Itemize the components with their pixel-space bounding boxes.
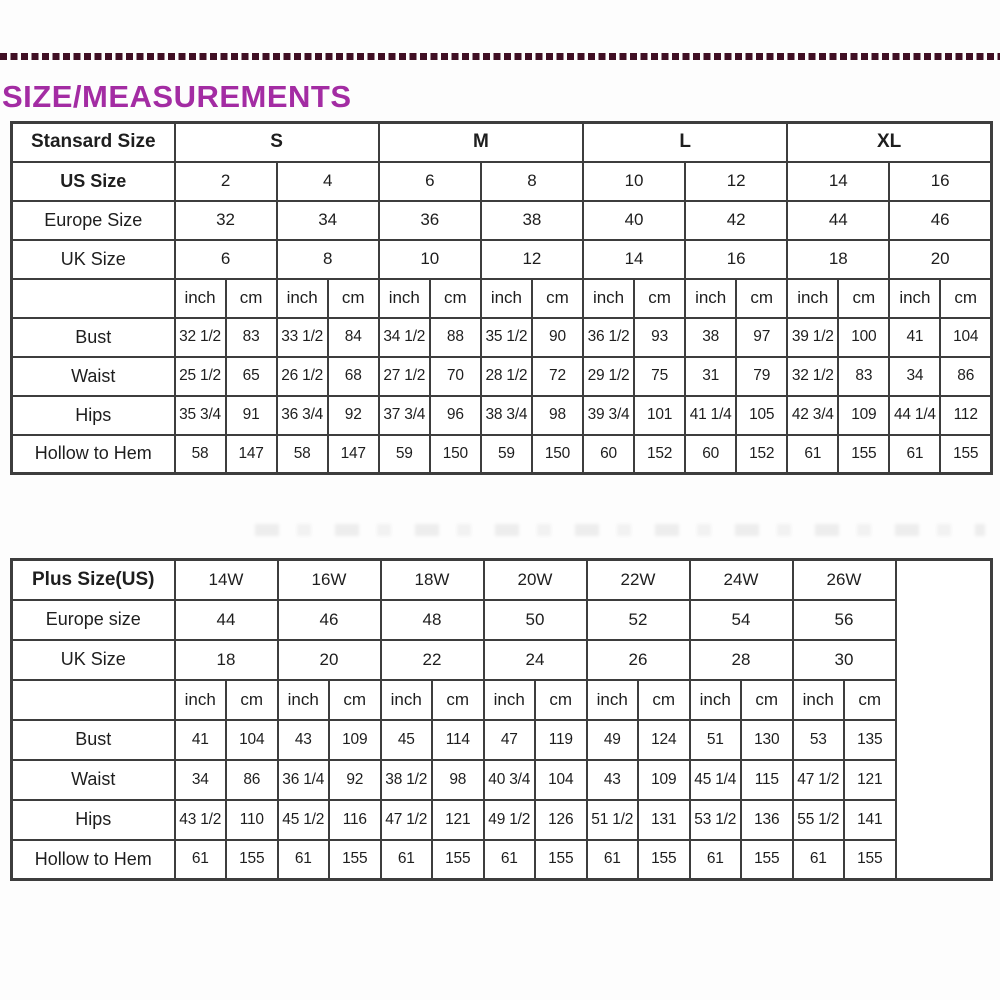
size-value-cell: 42 — [685, 201, 787, 240]
size-value-cell: 46 — [278, 600, 381, 640]
unit-header-cm: cm — [844, 680, 896, 720]
size-value-cell: 16 — [889, 162, 991, 201]
size-group-header: M — [379, 123, 583, 162]
measurement-cell: 121 — [844, 760, 896, 800]
row-label: Waist — [12, 357, 175, 396]
measurement-cell: 98 — [532, 396, 583, 435]
table-row — [12, 123, 992, 162]
table-row — [12, 600, 992, 640]
measurement-cell: 152 — [736, 435, 787, 474]
measurement-cell: 104 — [940, 318, 991, 357]
row-label: Europe Size — [12, 201, 175, 240]
measurement-cell: 58 — [277, 435, 328, 474]
measurement-cell: 91 — [226, 396, 277, 435]
measurement-cell: 155 — [638, 840, 690, 880]
measurement-cell: 35 1/2 — [481, 318, 532, 357]
size-value-cell: 14 — [583, 240, 685, 279]
measurement-cell: 109 — [838, 396, 889, 435]
measurement-cell: 105 — [736, 396, 787, 435]
measurement-cell: 97 — [736, 318, 787, 357]
size-value-cell: 34 — [277, 201, 379, 240]
measurement-cell: 86 — [226, 760, 278, 800]
unit-header-inch: inch — [690, 680, 742, 720]
plus-size-table — [10, 558, 993, 881]
measurement-cell: 32 1/2 — [175, 318, 226, 357]
measurement-cell: 101 — [634, 396, 685, 435]
measurement-cell: 61 — [587, 840, 639, 880]
measurement-cell: 38 1/2 — [381, 760, 433, 800]
size-value-cell: 18 — [175, 640, 278, 680]
measurement-cell: 33 1/2 — [277, 318, 328, 357]
measurement-cell: 83 — [226, 318, 277, 357]
measurement-cell: 155 — [226, 840, 278, 880]
unit-header-cm: cm — [226, 680, 278, 720]
size-value-cell: 10 — [583, 162, 685, 201]
row-label: Hollow to Hem — [12, 840, 175, 880]
row-label: Europe size — [12, 600, 175, 640]
measurement-cell: 110 — [226, 800, 278, 840]
measurement-cell: 126 — [535, 800, 587, 840]
measurement-cell: 59 — [481, 435, 532, 474]
measurement-cell: 25 1/2 — [175, 357, 226, 396]
plus-size-header: 24W — [690, 560, 793, 600]
measurement-cell: 38 3/4 — [481, 396, 532, 435]
measurement-cell: 100 — [838, 318, 889, 357]
measurement-cell: 61 — [175, 840, 227, 880]
size-value-cell: 36 — [379, 201, 481, 240]
measurement-cell: 45 1/2 — [278, 800, 330, 840]
table-row — [12, 318, 992, 357]
measurement-cell: 75 — [634, 357, 685, 396]
size-value-cell: 20 — [889, 240, 991, 279]
unit-header-cm: cm — [226, 279, 277, 318]
measurement-cell: 155 — [432, 840, 484, 880]
unit-header-inch: inch — [685, 279, 736, 318]
measurement-cell: 61 — [889, 435, 940, 474]
table-row — [12, 720, 992, 760]
measurement-cell: 53 1/2 — [690, 800, 742, 840]
size-value-cell: 26 — [587, 640, 690, 680]
measurement-cell: 86 — [940, 357, 991, 396]
page-title: SIZE/MEASUREMENTS — [2, 79, 352, 114]
row-label: Bust — [12, 720, 175, 760]
measurement-cell: 26 1/2 — [277, 357, 328, 396]
measurement-cell: 90 — [532, 318, 583, 357]
measurement-cell: 47 1/2 — [793, 760, 845, 800]
size-value-cell: 6 — [379, 162, 481, 201]
measurement-cell: 45 — [381, 720, 433, 760]
unit-header-inch: inch — [481, 279, 532, 318]
size-value-cell: 48 — [381, 600, 484, 640]
size-value-cell: 8 — [277, 240, 379, 279]
measurement-cell: 79 — [736, 357, 787, 396]
measurement-cell: 116 — [329, 800, 381, 840]
measurement-cell: 42 3/4 — [787, 396, 838, 435]
measurement-cell: 51 1/2 — [587, 800, 639, 840]
table-row — [12, 240, 992, 279]
measurement-cell: 59 — [379, 435, 430, 474]
measurement-cell: 141 — [844, 800, 896, 840]
measurement-cell: 36 1/4 — [278, 760, 330, 800]
measurement-cell: 155 — [838, 435, 889, 474]
plus-size-header: 18W — [381, 560, 484, 600]
measurement-cell: 61 — [787, 435, 838, 474]
unit-header-inch: inch — [793, 680, 845, 720]
standard-size-table — [10, 121, 993, 475]
measurement-cell: 29 1/2 — [583, 357, 634, 396]
measurement-cell: 58 — [175, 435, 226, 474]
table-row — [12, 640, 992, 680]
unit-header-cm: cm — [532, 279, 583, 318]
size-value-cell: 12 — [685, 162, 787, 201]
table-row — [12, 840, 992, 880]
measurement-cell: 45 1/4 — [690, 760, 742, 800]
size-value-cell: 20 — [278, 640, 381, 680]
size-value-cell: 10 — [379, 240, 481, 279]
size-value-cell: 54 — [690, 600, 793, 640]
unit-header-inch: inch — [278, 680, 330, 720]
measurement-cell: 49 1/2 — [484, 800, 536, 840]
plus-size-header: 22W — [587, 560, 690, 600]
empty-corner-cell — [12, 680, 175, 720]
dashed-divider — [0, 53, 1000, 60]
measurement-cell: 47 — [484, 720, 536, 760]
size-value-cell: 56 — [793, 600, 896, 640]
measurement-cell: 83 — [838, 357, 889, 396]
measurement-cell: 31 — [685, 357, 736, 396]
size-value-cell: 44 — [175, 600, 278, 640]
empty-corner-cell — [12, 279, 175, 318]
faint-ghost-artifact — [255, 524, 985, 536]
measurement-cell: 96 — [430, 396, 481, 435]
measurement-cell: 104 — [226, 720, 278, 760]
measurement-cell: 34 — [889, 357, 940, 396]
unit-header-cm: cm — [432, 680, 484, 720]
measurement-cell: 43 — [278, 720, 330, 760]
measurement-cell: 155 — [329, 840, 381, 880]
plus-size-header: 26W — [793, 560, 896, 600]
size-value-cell: 46 — [889, 201, 991, 240]
measurement-cell: 98 — [432, 760, 484, 800]
measurement-cell: 109 — [638, 760, 690, 800]
measurement-cell: 60 — [685, 435, 736, 474]
measurement-cell: 38 — [685, 318, 736, 357]
unit-header-cm: cm — [430, 279, 481, 318]
measurement-cell: 40 3/4 — [484, 760, 536, 800]
measurement-cell: 155 — [741, 840, 793, 880]
measurement-cell: 28 1/2 — [481, 357, 532, 396]
measurement-cell: 92 — [329, 760, 381, 800]
measurement-cell: 136 — [741, 800, 793, 840]
unit-header-inch: inch — [484, 680, 536, 720]
measurement-cell: 27 1/2 — [379, 357, 430, 396]
corner-label: Stansard Size — [12, 123, 175, 162]
measurement-cell: 49 — [587, 720, 639, 760]
measurement-cell: 39 1/2 — [787, 318, 838, 357]
measurement-cell: 104 — [535, 760, 587, 800]
unit-header-cm: cm — [940, 279, 991, 318]
measurement-cell: 41 — [889, 318, 940, 357]
measurement-cell: 115 — [741, 760, 793, 800]
measurement-cell: 34 — [175, 760, 227, 800]
measurement-cell: 109 — [329, 720, 381, 760]
row-label: Hips — [12, 396, 175, 435]
measurement-cell: 36 1/2 — [583, 318, 634, 357]
measurement-cell: 135 — [844, 720, 896, 760]
measurement-cell: 53 — [793, 720, 845, 760]
table-row — [12, 435, 992, 474]
unit-header-inch: inch — [277, 279, 328, 318]
row-label: Hollow to Hem — [12, 435, 175, 474]
row-label: Bust — [12, 318, 175, 357]
table-row — [12, 357, 992, 396]
measurement-cell: 92 — [328, 396, 379, 435]
measurement-cell: 121 — [432, 800, 484, 840]
measurement-cell: 93 — [634, 318, 685, 357]
plus-size-header: 20W — [484, 560, 587, 600]
measurement-cell: 150 — [430, 435, 481, 474]
measurement-cell: 131 — [638, 800, 690, 840]
unit-header-inch: inch — [175, 279, 226, 318]
unit-header-cm: cm — [329, 680, 381, 720]
measurement-cell: 41 — [175, 720, 227, 760]
measurement-cell: 147 — [328, 435, 379, 474]
size-value-cell: 4 — [277, 162, 379, 201]
unit-header-inch: inch — [889, 279, 940, 318]
unit-header-inch: inch — [787, 279, 838, 318]
measurement-cell: 130 — [741, 720, 793, 760]
measurement-cell: 124 — [638, 720, 690, 760]
measurement-cell: 60 — [583, 435, 634, 474]
size-value-cell: 22 — [381, 640, 484, 680]
size-value-cell: 50 — [484, 600, 587, 640]
unit-header-inch: inch — [175, 680, 227, 720]
measurement-cell: 84 — [328, 318, 379, 357]
measurement-cell: 37 3/4 — [379, 396, 430, 435]
unit-header-cm: cm — [741, 680, 793, 720]
size-value-cell: 24 — [484, 640, 587, 680]
measurement-cell: 51 — [690, 720, 742, 760]
table-row — [12, 162, 992, 201]
measurement-cell: 68 — [328, 357, 379, 396]
measurement-cell: 61 — [484, 840, 536, 880]
table-row — [12, 800, 992, 840]
corner-label: Plus Size(US) — [12, 560, 175, 600]
measurement-cell: 155 — [844, 840, 896, 880]
size-value-cell: 12 — [481, 240, 583, 279]
size-value-cell: 16 — [685, 240, 787, 279]
size-value-cell: 8 — [481, 162, 583, 201]
size-value-cell: 40 — [583, 201, 685, 240]
measurement-cell: 32 1/2 — [787, 357, 838, 396]
plus-size-header: 14W — [175, 560, 278, 600]
size-value-cell: 38 — [481, 201, 583, 240]
measurement-cell: 61 — [381, 840, 433, 880]
measurement-cell: 61 — [793, 840, 845, 880]
size-value-cell: 44 — [787, 201, 889, 240]
measurement-cell: 114 — [432, 720, 484, 760]
unit-header-inch: inch — [379, 279, 430, 318]
row-label: Waist — [12, 760, 175, 800]
table-row — [12, 560, 992, 600]
standard-size-grid — [10, 121, 993, 475]
measurement-cell: 72 — [532, 357, 583, 396]
table-row — [12, 680, 992, 720]
unit-header-cm: cm — [838, 279, 889, 318]
measurement-cell: 61 — [278, 840, 330, 880]
size-group-header: S — [175, 123, 379, 162]
table-row — [12, 760, 992, 800]
unit-header-cm: cm — [736, 279, 787, 318]
table-row — [12, 201, 992, 240]
unit-header-cm: cm — [328, 279, 379, 318]
measurement-cell: 55 1/2 — [793, 800, 845, 840]
unit-header-inch: inch — [583, 279, 634, 318]
size-value-cell: 2 — [175, 162, 277, 201]
size-group-header: L — [583, 123, 787, 162]
size-value-cell: 52 — [587, 600, 690, 640]
measurement-cell: 119 — [535, 720, 587, 760]
measurement-cell: 43 — [587, 760, 639, 800]
measurement-cell: 155 — [940, 435, 991, 474]
row-label: UK Size — [12, 240, 175, 279]
measurement-cell: 147 — [226, 435, 277, 474]
table-row — [12, 396, 992, 435]
measurement-cell: 88 — [430, 318, 481, 357]
measurement-cell: 70 — [430, 357, 481, 396]
measurement-cell: 43 1/2 — [175, 800, 227, 840]
size-value-cell: 14 — [787, 162, 889, 201]
unit-header-inch: inch — [587, 680, 639, 720]
empty-spacer-column — [896, 560, 992, 880]
row-label: US Size — [12, 162, 175, 201]
size-value-cell: 32 — [175, 201, 277, 240]
measurement-cell: 44 1/4 — [889, 396, 940, 435]
measurement-cell: 41 1/4 — [685, 396, 736, 435]
measurement-cell: 65 — [226, 357, 277, 396]
unit-header-cm: cm — [535, 680, 587, 720]
size-value-cell: 6 — [175, 240, 277, 279]
size-value-cell: 28 — [690, 640, 793, 680]
plus-size-header: 16W — [278, 560, 381, 600]
measurement-cell: 39 3/4 — [583, 396, 634, 435]
measurement-cell: 152 — [634, 435, 685, 474]
measurement-cell: 35 3/4 — [175, 396, 226, 435]
measurement-cell: 155 — [535, 840, 587, 880]
unit-header-cm: cm — [638, 680, 690, 720]
size-group-header: XL — [787, 123, 991, 162]
plus-size-grid — [10, 558, 993, 881]
row-label: UK Size — [12, 640, 175, 680]
measurement-cell: 112 — [940, 396, 991, 435]
unit-header-cm: cm — [634, 279, 685, 318]
measurement-cell: 36 3/4 — [277, 396, 328, 435]
measurement-cell: 150 — [532, 435, 583, 474]
measurement-cell: 61 — [690, 840, 742, 880]
unit-header-inch: inch — [381, 680, 433, 720]
measurement-cell: 47 1/2 — [381, 800, 433, 840]
table-row — [12, 279, 992, 318]
row-label: Hips — [12, 800, 175, 840]
size-value-cell: 30 — [793, 640, 896, 680]
measurement-cell: 34 1/2 — [379, 318, 430, 357]
size-value-cell: 18 — [787, 240, 889, 279]
